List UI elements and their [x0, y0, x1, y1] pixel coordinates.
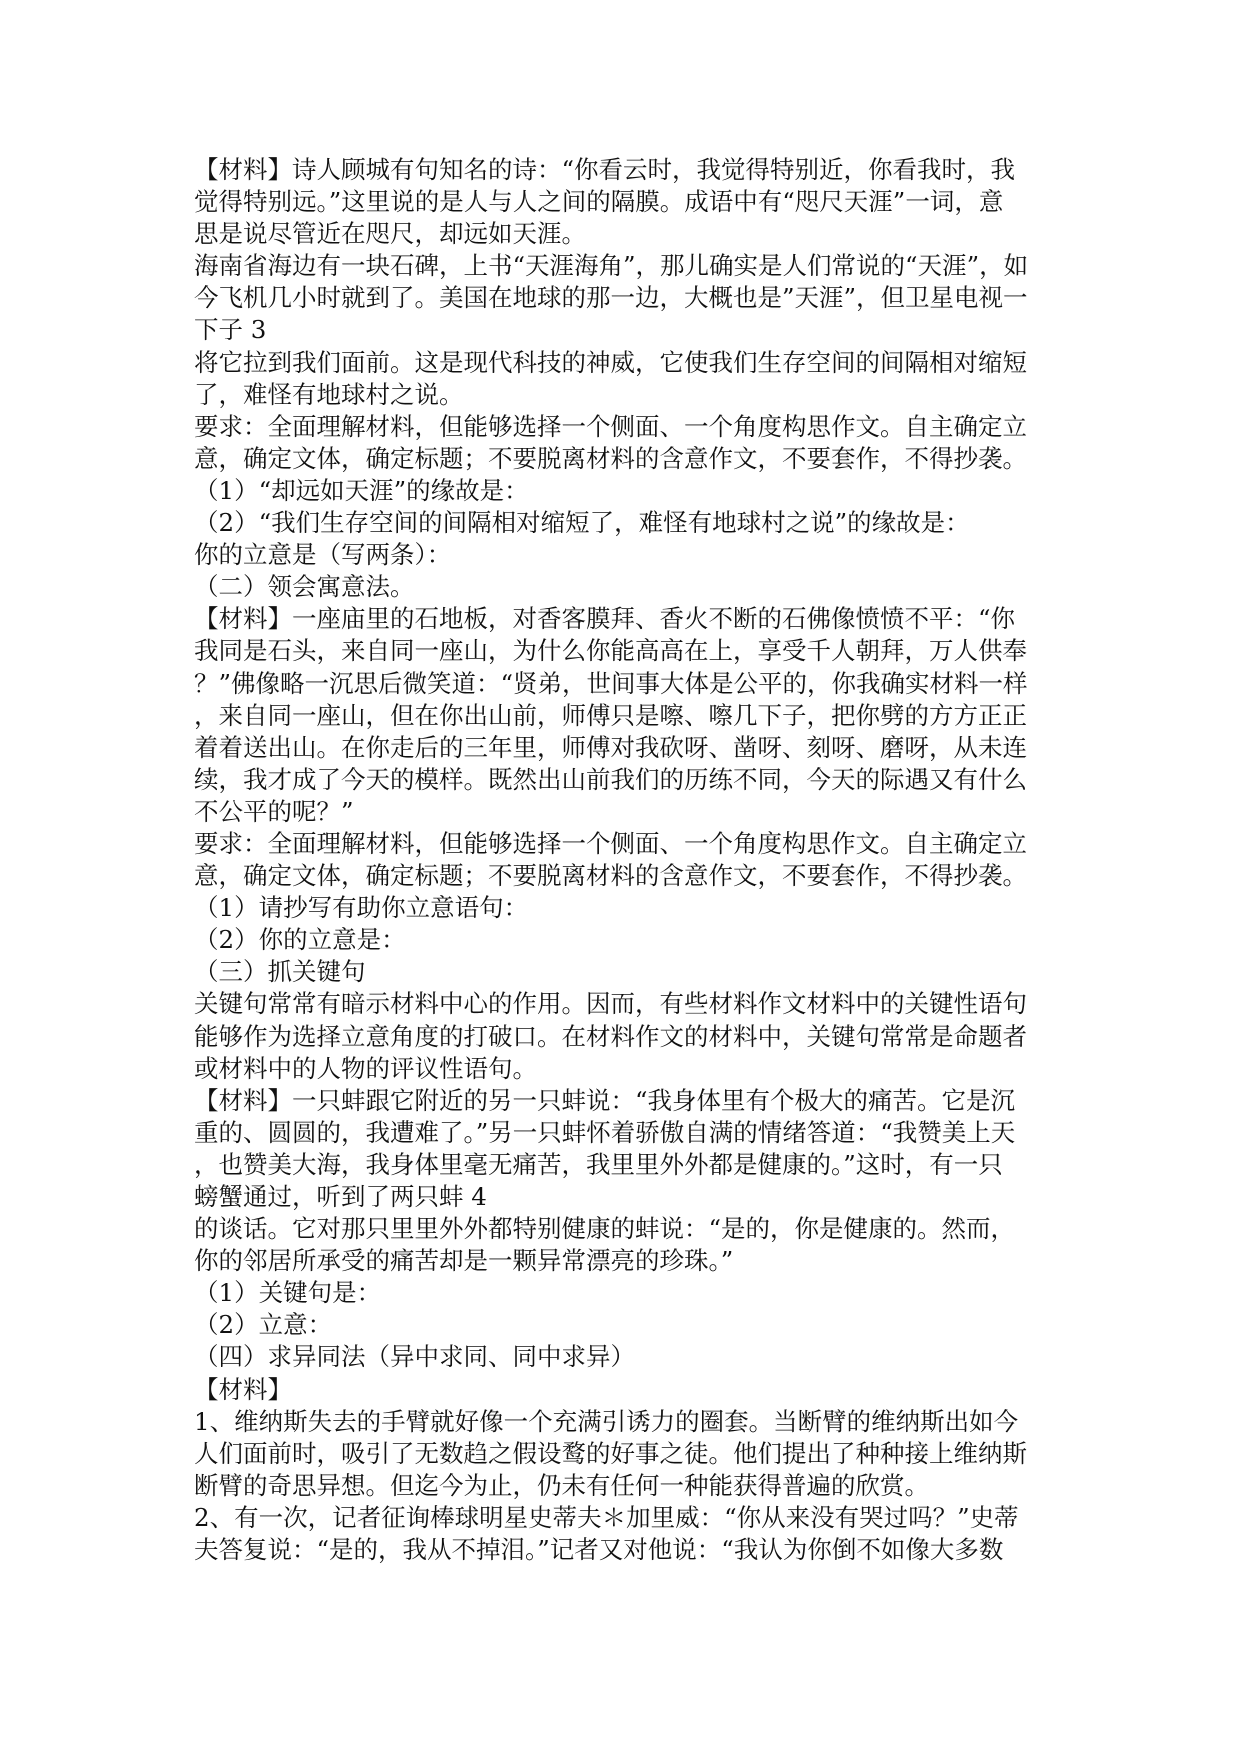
text-line: 意，确定文体，确定标题；不要脱离材料的含意作文，不要套作，不得抄袭。 — [194, 443, 1027, 473]
text-line: 将它拉到我们面前。这是现代科技的神威，它使我们生存空间的间隔相对缩短 — [194, 347, 1027, 377]
text-line: 1、维纳斯失去的手臂就好像一个充满引诱力的圈套。当断臂的维纳斯出如今 — [194, 1406, 1019, 1436]
text-line: 或材料中的人物的评议性语句。 — [194, 1053, 537, 1083]
text-line: （1）关键句是： — [194, 1278, 382, 1308]
text-line: ，也赞美大海，我身体里毫无痛苦，我里里外外都是健康的。”这时，有一只 — [194, 1149, 1003, 1179]
text-line: （2）立意： — [194, 1310, 333, 1340]
text-line: 觉得特别远。”这里说的是人与人之间的隔膜。成语中有“咫尺天涯”一词，意 — [194, 187, 1004, 217]
text-line: 【材料】一只蚌跟它附近的另一只蚌说：“我身体里有个极大的痛苦。它是沉 — [194, 1085, 1016, 1115]
text-line: （1）“却远如天涯”的缘故是： — [194, 475, 529, 505]
document-body — [194, 154, 1054, 1566]
text-line: 海南省海边有一块石碑，上书“天涯海角”，那儿确实是人们常说的“天涯”，如 — [194, 251, 1029, 281]
section-heading: （二）领会寓意法。 — [194, 572, 415, 602]
text-line: 【材料】诗人顾城有句知名的诗：“你看云时，我觉得特别近，你看我时，我 — [194, 155, 1016, 184]
text-line: 要求：全面理解材料，但能够选择一个侧面、一个角度构思作文。自主确定立 — [194, 828, 1027, 858]
text-line: （1）请抄写有助你立意语句： — [194, 893, 529, 923]
text-line: 着着送出山。在你走后的三年里，师傅对我砍呀、凿呀、刻呀、磨呀，从未连 — [194, 732, 1027, 762]
text-line: 2、有一次，记者征询棒球明星史蒂夫＊加里威：“你从来没有哭过吗？”史蒂 — [194, 1502, 1019, 1532]
text-line: 了，难怪有地球村之说。 — [194, 379, 464, 409]
section-heading: （三）抓关键句 — [194, 957, 366, 987]
text-line: 意，确定文体，确定标题；不要脱离材料的含意作文，不要套作，不得抄袭。 — [194, 861, 1027, 891]
text-line: 思是说尽管近在咫尺，却远如天涯。 — [194, 219, 586, 249]
text-line: 人们面前时，吸引了无数趋之假设鹜的好事之徒。他们提出了种种接上维纳斯 — [194, 1438, 1027, 1468]
text-line: 夫答复说：“是的，我从不掉泪。”记者又对他说：“我认为你倒不如像大多数 — [194, 1535, 1004, 1565]
text-line: 断臂的奇思异想。但迄今为止，仍未有任何一种能获得普遍的欣赏。 — [194, 1470, 929, 1500]
text-line: （2）“我们生存空间的间隔相对缩短了，难怪有地球村之说”的缘故是： — [194, 508, 970, 538]
text-line: ？”佛像略一沉思后微笑道：“贤弟，世间事大体是公平的，你我确实材料一样 — [194, 668, 1028, 698]
text-line: 要求：全面理解材料，但能够选择一个侧面、一个角度构思作文。自主确定立 — [194, 411, 1027, 441]
text-line: 的谈话。它对那只里里外外都特别健康的蚌说：“是的，你是健康的。然而， — [194, 1214, 1016, 1244]
text-line: 【材料】一座庙里的石地板，对香客膜拜、香火不断的石佛像愤愤不平：“你 — [194, 604, 1016, 634]
text-line: （2）你的立意是： — [194, 925, 406, 955]
text-line: 我同是石头，来自同一座山，为什么你能高高在上，享受千人朝拜，万人供奉 — [194, 636, 1027, 666]
text-line: 【材料】 — [194, 1374, 292, 1404]
text-line: 不公平的呢？” — [194, 796, 354, 826]
text-line: 续，我才成了今天的模样。既然出山前我们的历练不同，今天的际遇又有什么 — [194, 764, 1027, 794]
section-heading: （四）求异同法（异中求同、同中求异） — [194, 1342, 635, 1372]
text-line: 关键句常常有暗示材料中心的作用。因而，有些材料作文材料中的关键性语句 — [194, 989, 1027, 1019]
text-line: 螃蟹通过，听到了两只蚌 4 — [194, 1182, 487, 1211]
text-line: 你的邻居所承受的痛苦却是一颗异常漂亮的珍珠。” — [194, 1246, 734, 1276]
text-line: 重的、圆圆的，我遭难了。”另一只蚌怀着骄傲自满的情绪答道：“我赞美上天 — [194, 1117, 1016, 1147]
text-line: ，来自同一座山，但在你出山前，师傅只是嚓、嚓几下子，把你劈的方方正正 — [194, 700, 1027, 730]
text-line: 下子 3 — [194, 315, 267, 345]
text-line: 能够作为选择立意角度的打破口。在材料作文的材料中，关键句常常是命题者 — [194, 1021, 1027, 1051]
text-line: 你的立意是（写两条）： — [194, 540, 452, 570]
text-line: 今飞机几小时就到了。美国在地球的那一边，大概也是”天涯”，但卫星电视一 — [194, 283, 1028, 313]
